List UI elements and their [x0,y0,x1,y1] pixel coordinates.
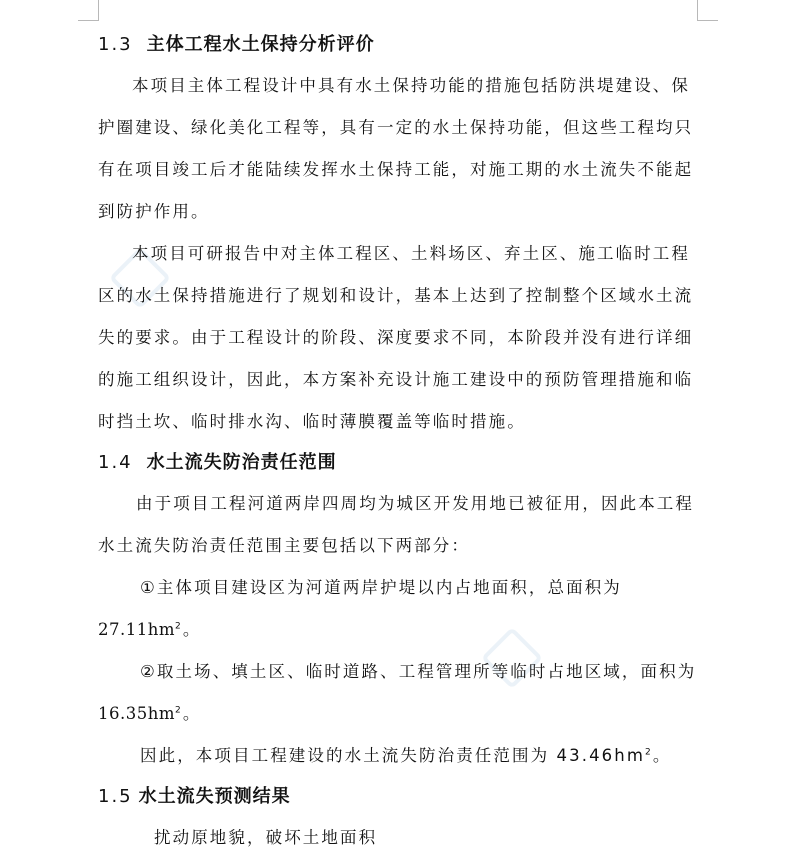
area-value-line [98,616,201,640]
paragraph-line: 护圈建设、绿化美化工程等，具有一定的水土保持功能，但这些工程均只 [98,118,694,137]
page-corner-mark [697,0,698,20]
paragraph-line: 水土流失防治责任范围主要包括以下两部分： [98,536,470,555]
area-value: 16.35hm [98,704,176,723]
page-corner-mark [697,20,718,21]
line-period: 。 [182,704,202,723]
paragraph-line: 失的要求。由于工程设计的阶段、深度要求不同，本阶段并没有进行详细 [98,328,694,347]
area-unit-superscript: 2 [645,747,653,758]
section-heading [98,782,291,808]
paragraph-line: 到防护作用。 [98,202,210,221]
paragraph-line: ②取土场、填土区、临时道路、工程管理所等临时占地区域，面积为 [140,662,697,681]
area-value-line [98,700,201,724]
page-corner-mark [78,20,99,21]
section-heading [98,30,375,56]
section-number: 1.5 [98,786,133,807]
summary-line [140,742,671,766]
area-unit-superscript: 2 [175,621,183,632]
section-number: 1.3 [98,34,133,55]
section-title: 主体工程水土保持分析评价 [146,34,375,55]
paragraph-line: 本项目主体工程设计中具有水土保持功能的措施包括防洪堤建设、保 [132,76,690,95]
page-corner-mark [98,0,99,20]
area-unit-superscript: 2 [175,705,183,716]
section-title: 水土流失防治责任范围 [146,452,337,473]
area-value: 27.11hm [98,620,176,639]
paragraph-line: 时挡土坎、临时排水沟、临时薄膜覆盖等临时措施。 [98,412,526,431]
line-period: 。 [182,620,202,639]
paragraph-line: 由于项目工程河道两岸四周均为城区开发用地已被征用，因此本工程 [136,494,694,513]
paragraph-line: 有在项目竣工后才能陆续发挥水土保持工能，对施工期的水土流失不能起 [98,160,694,179]
line-period: 。 [652,746,672,765]
section-number: 1.4 [98,452,133,473]
paragraph-line: 扰动原地貌，破坏土地面积 [154,828,378,847]
section-title: 水土流失预测结果 [138,786,291,807]
summary-text: 因此，本项目工程建设的水土流失防治责任范围为 43.46hm [140,746,646,765]
section-heading [98,448,337,474]
paragraph-line: 本项目可研报告中对主体工程区、土料场区、弃土区、施工临时工程 [132,244,690,263]
paragraph-line: ①主体项目建设区为河道两岸护堤以内占地面积，总面积为 [140,578,622,597]
paragraph-line: 区的水土保持措施进行了规划和设计，基本上达到了控制整个区域水土流 [98,286,694,305]
paragraph-line: 的施工组织设计，因此，本方案补充设计施工建设中的预防管理措施和临 [98,370,694,389]
